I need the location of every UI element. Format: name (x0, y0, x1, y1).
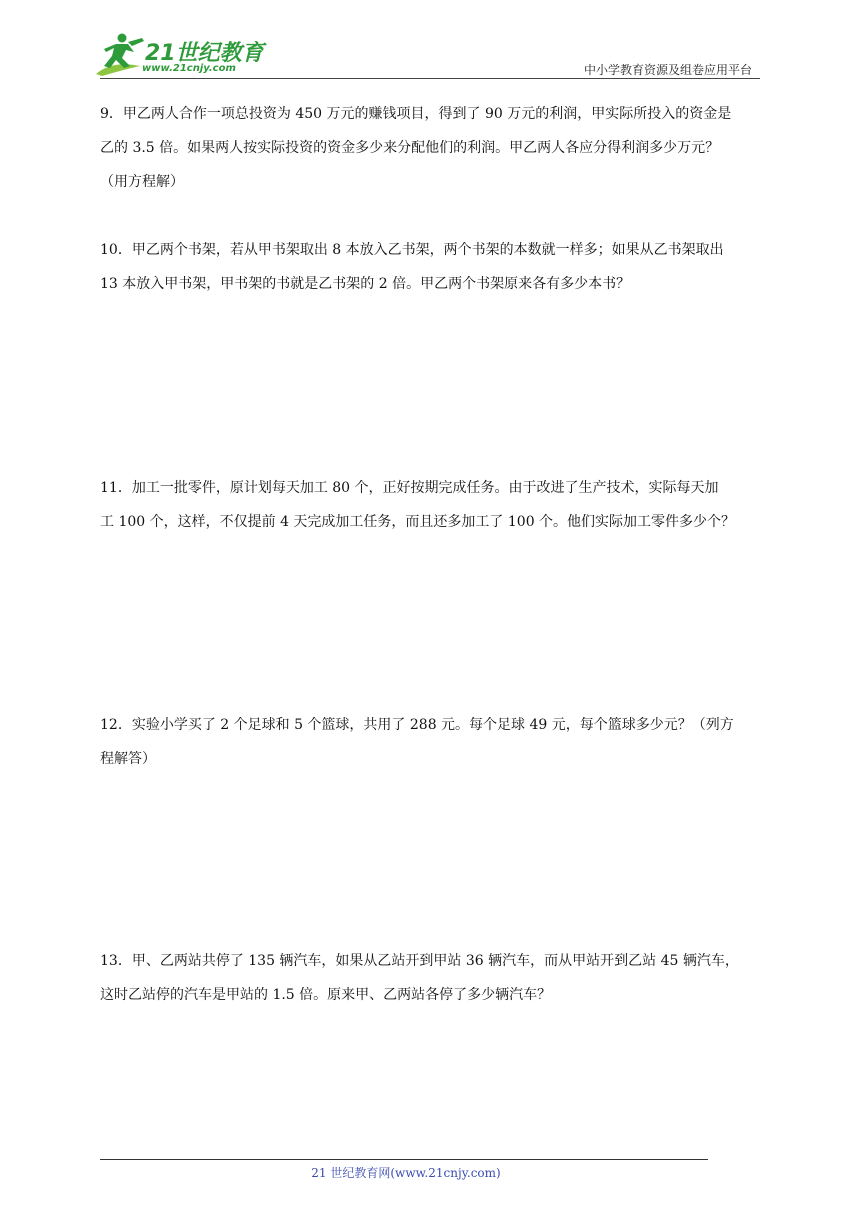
header-divider (100, 78, 760, 79)
logo-url: www.21cnjy.com (142, 63, 236, 74)
question-line: 11．加工一批零件，原计划每天加工 80 个，正好按期完成任务。由于改进了生产技术，实际每天加 (100, 480, 719, 496)
question-line: 10．甲乙两个书架，若从甲书架取出 8 本放入乙书架，两个书架的本数就一样多；如果从乙书架取出 (100, 242, 724, 258)
question-12 (100, 708, 762, 776)
question-line: 工 100 个，这样，不仅提前 4 天完成加工任务，而且还多加工了 100 个。他们实际加工零件多少个？ (100, 514, 736, 530)
logo-text: 21世纪教育 (145, 41, 264, 66)
footer-link[interactable]: 21 世纪教育网(www.21cnjy.com) (311, 1166, 501, 1180)
question-line: 程解答） (100, 751, 156, 767)
question-line: 13．甲、乙两站共停了 135 辆汽车，如果从乙站开到甲站 36 辆汽车，而从甲站开到乙站 45 辆汽车， (100, 953, 739, 969)
question-line: 9．甲乙两人合作一项总投资为 450 万元的赚钱项目，得到了 90 万元的利润，甲实际所投入的资金是 (100, 106, 732, 122)
page-footer (0, 1164, 860, 1181)
page-header (0, 0, 860, 80)
question-9 (100, 97, 762, 199)
question-line: 13 本放入甲书架，甲书架的书就是乙书架的 2 倍。甲乙两个书架原来各有多少本书？ (100, 276, 631, 292)
question-13 (100, 944, 762, 1012)
question-line: 乙的 3.5 倍。如果两人按实际投资的资金多少来分配他们的利润。甲乙两人各应分得利润多少万元？ (100, 140, 720, 156)
question-line: 12．实验小学买了 2 个足球和 5 个篮球，共用了 288 元。每个足球 49 元，每个篮球多少元？（列方 (100, 717, 734, 733)
question-line: （用方程解） (100, 174, 184, 190)
footer-divider (100, 1159, 708, 1160)
question-11 (100, 471, 762, 539)
question-10 (100, 233, 762, 301)
header-platform-title: 中小学教育资源及组卷应用平台 (583, 63, 752, 77)
question-line: 这时乙站停的汽车是甲站的 1.5 倍。原来甲、乙两站各停了多少辆汽车？ (100, 987, 552, 1003)
